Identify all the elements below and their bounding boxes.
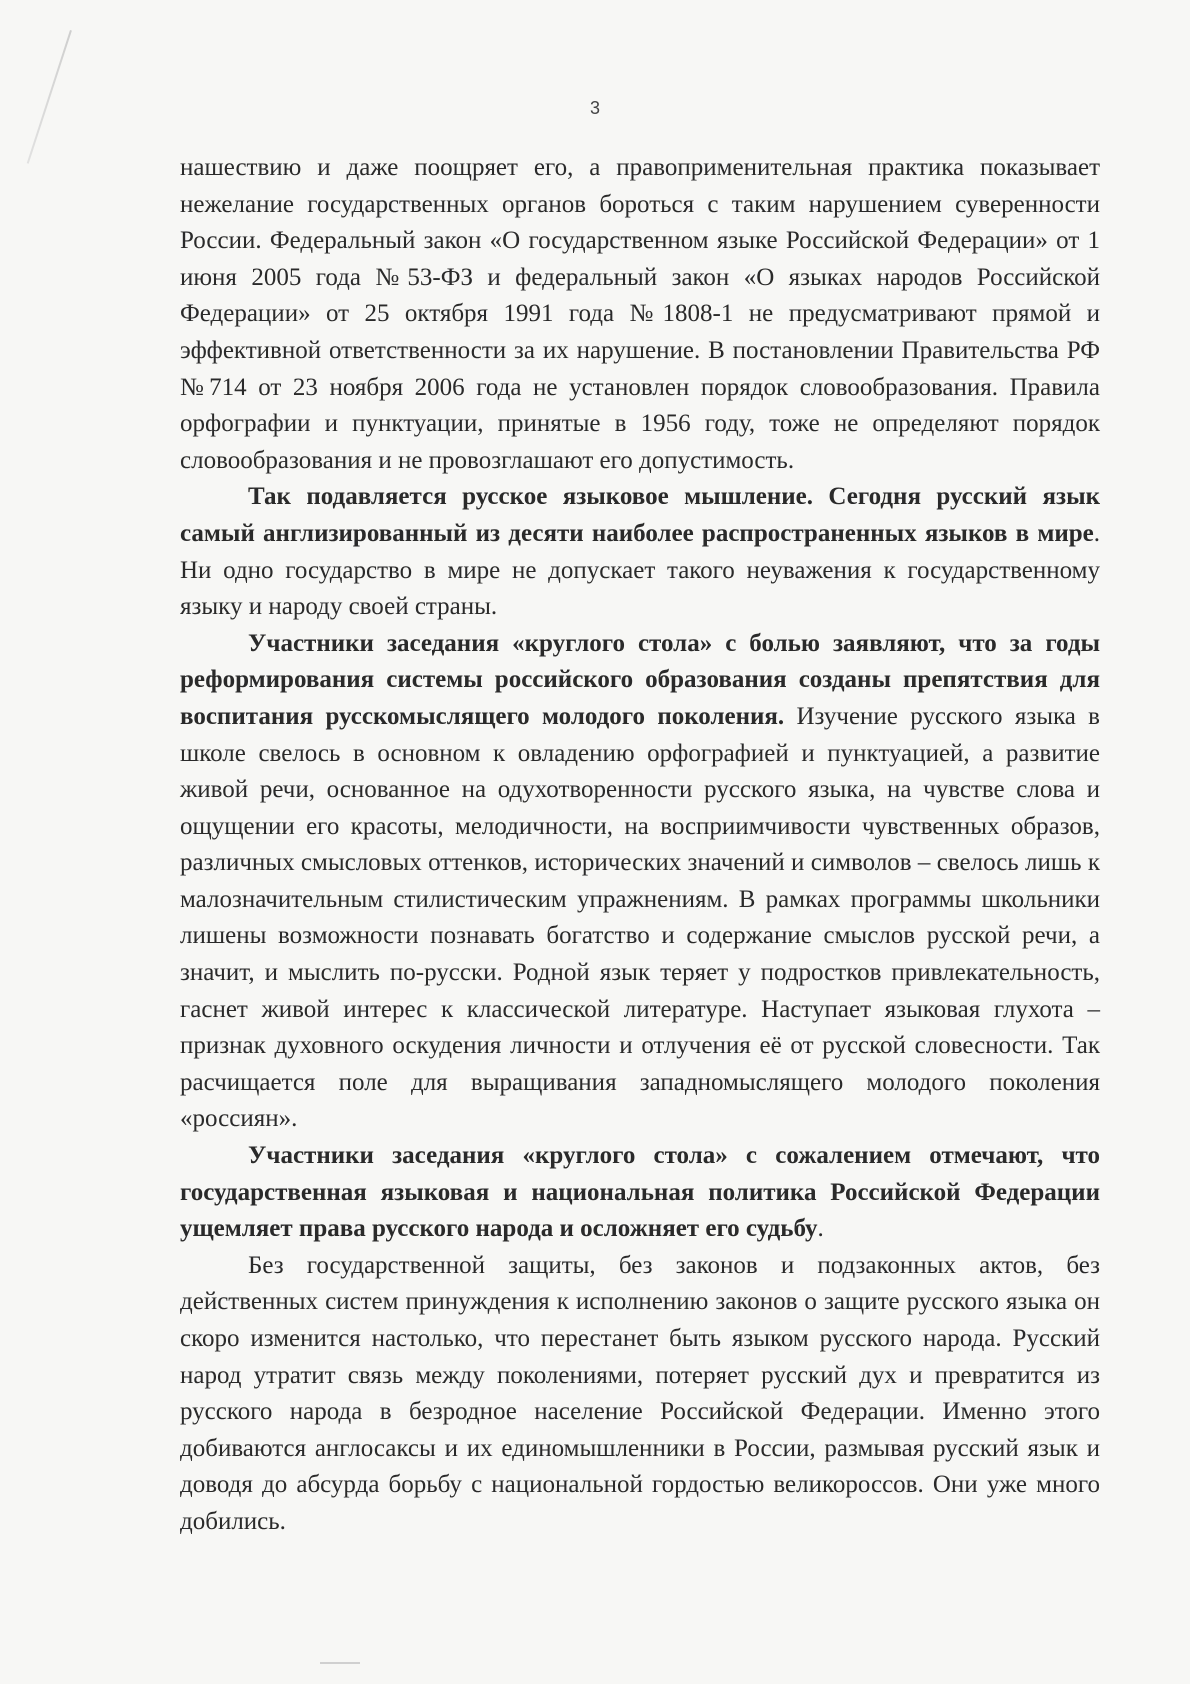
paragraph-4-text: . bbox=[817, 1215, 824, 1243]
paragraph-3 bbox=[180, 626, 1100, 1138]
document-body bbox=[180, 150, 1100, 1541]
paragraph-2 bbox=[180, 479, 1100, 625]
paragraph-5 bbox=[180, 1248, 1100, 1541]
paragraph-5-text: Без государственной защиты, без законов и подзаконных актов, без действенных систем принуждения к исполнению законов о защите русского языка он скоро изменится настолько, что перестанет быть языком русского народа. Русский народ утратит связь между поколениями, потеряет русский дух и превратится из русского народа в безродное население Российской Федерации. Именно этого добиваются англосаксы и их единомышленники в России, размывая русский язык и доводя до абсурда борьбу с национальной гордостью великороссов. Они уже много добились. bbox=[180, 1251, 1100, 1535]
page-number: 3 bbox=[589, 98, 600, 118]
scan-artifact-mark bbox=[320, 1662, 360, 1664]
paragraph-4-bold-text: Участники заседания «круглого стола» с сожалением отмечают, что государственная языковая и национальная политика Российской Федерации ущемляет права русского народа и осложняет его судьбу bbox=[180, 1142, 1100, 1243]
paragraph-1 bbox=[180, 150, 1100, 479]
paragraph-2-text: . Ни одно государство в мире не допускает такого неуважения к государственному языку и народу своей страны. bbox=[180, 519, 1100, 621]
paragraph-3-bold-text: Участники заседания «круглого стола» с болью заявляют, что за годы реформирования системы российского образования созданы препятствия для воспитания русскомыслящего молодого поколения. bbox=[180, 629, 1100, 730]
paragraph-4 bbox=[180, 1138, 1100, 1248]
paragraph-2-bold-text: Так подавляется русское языковое мышление. Сегодня русский язык самый англизированный из десяти наиболее распространенных языков в мире bbox=[180, 483, 1100, 547]
paragraph-1-text: нашествию и даже поощряет его, а правоприменительная практика показывает нежелание государственных органов бороться с таким нарушением суверенности России. Федеральный закон «О государственном языке Российской Федерации» от 1 июня 2005 года №53-ФЗ и федеральный закон «О языках народов Российской Федерации» от 25 октября 1991 года №1808-1 не предусматривают прямой и эффективной ответственности за их нарушение. В постановлении Правительства РФ №714 от 23 ноября 2006 года не установлен порядок словообразования. Правила орфографии и пунктуации, принятые в 1956 году, тоже не определяют порядок словообразования и не провозглашают его допустимость. bbox=[180, 154, 1100, 474]
paragraph-3-text: Изучение русского языка в школе свелось в основном к овладению орфографией и пунктуацией, а развитие живой речи, основанное на одухотворенности русского языка, на чувстве слова и ощущении его красоты, мелодичности, на восприимчивости чувственных образов, различных смысловых оттенков, исторических значений и символов – свелось лишь к малозначительным стилистическим упражнениям. В рамках программы школьники лишены возможности познавать богатство и содержание смыслов русской речи, а значит, и мыслить по-русски. Родной язык теряет у подростков привлекательность, гаснет живой интерес к классической литературе. Наступает языковая глухота – признак духовного оскудения личности и отлучения её от русской словесности. Так расчищается поле для выращивания западномыслящего молодого поколения «россиян». bbox=[180, 702, 1100, 1133]
scan-artifact-line bbox=[27, 30, 72, 164]
